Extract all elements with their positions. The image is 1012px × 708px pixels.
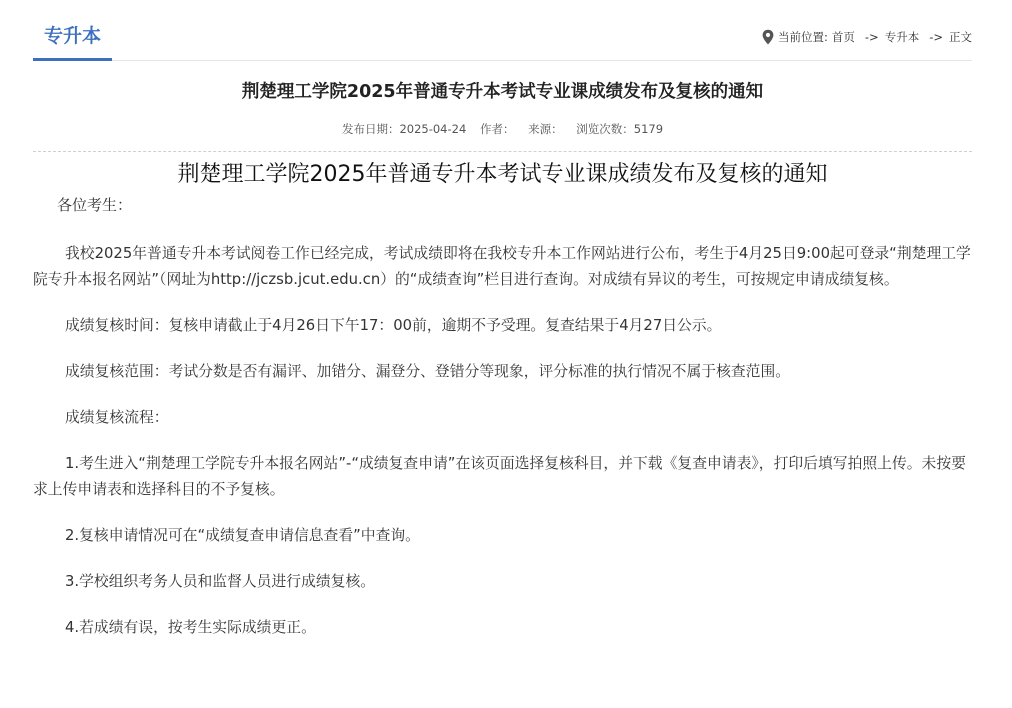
paragraph: 3.学校组织考务人员和监督人员进行成绩复核。	[65, 573, 376, 590]
section-tab-label: 专升本	[43, 25, 101, 47]
breadcrumb-separator: ->	[929, 30, 943, 44]
breadcrumb-separator: ->	[864, 30, 879, 44]
source: 来源：	[528, 122, 563, 136]
article-meta	[33, 121, 972, 137]
publish-date: 发布日期：2025-04-24	[341, 122, 467, 136]
paragraph: 4.若成绩有误，按考生实际成绩更正。	[65, 619, 316, 636]
paragraph: 我校2025年普通专升本考试阅卷工作已经完成，考试成绩即将在我校专升本工作网站进行公布，考生于4月25日9:00起可登录“荆楚理工学院专升本报名网站”（网址为http://jczsb.jcut.edu.cn）的“成绩查询”栏目进行查询。对成绩有异议的考生，可按规定申请成绩复核。	[33, 245, 971, 288]
view-count: 浏览次数：5179	[576, 122, 664, 136]
breadcrumb-label: 当前位置:	[778, 30, 828, 44]
section-tab-zhuanshengben[interactable]	[33, 0, 112, 61]
map-pin-icon	[761, 29, 775, 45]
greeting: 各位考生：	[57, 196, 133, 214]
breadcrumb-category-link[interactable]: 专升本	[884, 30, 920, 44]
breadcrumb	[761, 28, 972, 46]
paragraph: 成绩复核时间：复核申请截止于4月26日下午17：00前，逾期不予受理。复查结果于4月27日公示。	[65, 317, 722, 334]
divider	[33, 151, 972, 152]
paragraph: 1.考生进入“荆楚理工学院专升本报名网站”-“成绩复查申请”在该页面选择复核科目，并下载《复查申请表》，打印后填写拍照上传。未按要求上传申请表和选择科目的不予复核。	[33, 455, 966, 498]
content-title: 荆楚理工学院2025年普通专升本考试专业课成绩发布及复核的通知	[177, 162, 828, 187]
author: 作者：	[479, 122, 515, 136]
paragraph: 成绩复核范围：考试分数是否有漏评、加错分、漏登分、登错分等现象，评分标准的执行情况不属于核查范围。	[65, 363, 791, 380]
breadcrumb-home-link[interactable]: 首页	[831, 30, 855, 44]
paragraph: 成绩复核流程：	[65, 409, 169, 426]
top-bar	[33, 0, 972, 61]
paragraph: 2.复核申请情况可在“成绩复查申请信息查看”中查询。	[65, 527, 420, 544]
article-body	[33, 160, 972, 641]
breadcrumb-current: 正文	[949, 30, 972, 44]
article-title: 荆楚理工学院2025年普通专升本考试专业课成绩发布及复核的通知	[241, 82, 764, 102]
